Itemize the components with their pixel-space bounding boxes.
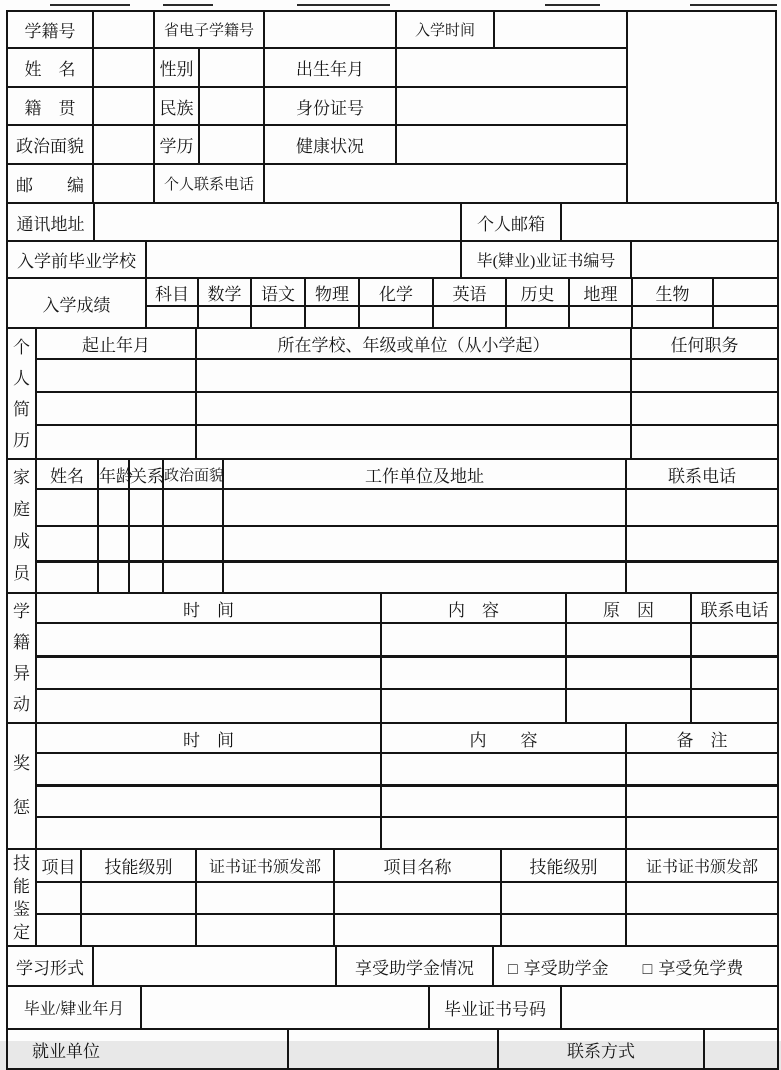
subject-math: 数学: [198, 278, 251, 306]
student-id-field[interactable]: [93, 11, 154, 48]
study-form-field[interactable]: [93, 946, 336, 986]
prev-cert-field[interactable]: [631, 241, 778, 278]
resume-field[interactable]: [36, 425, 196, 459]
family-header-phone: 联系电话: [626, 459, 778, 489]
rewards-field[interactable]: [626, 817, 778, 849]
family-field[interactable]: [223, 561, 626, 593]
status-field[interactable]: [381, 656, 566, 689]
status-field[interactable]: [566, 623, 691, 656]
status-header-reason: 原 因: [566, 593, 691, 623]
rewards-header-time: 时 间: [36, 723, 381, 753]
origin-field[interactable]: [93, 87, 154, 125]
origin-label: 籍 贯: [7, 87, 93, 125]
resume-field[interactable]: [631, 425, 778, 459]
family-field[interactable]: [36, 561, 98, 593]
phone-field[interactable]: [264, 164, 629, 203]
skills-field[interactable]: [626, 914, 778, 946]
status-field[interactable]: [691, 656, 778, 689]
skills-field[interactable]: [196, 882, 334, 914]
subject-physics: 物理: [305, 278, 359, 306]
skills-field[interactable]: [626, 882, 778, 914]
address-label: 通讯地址: [7, 203, 94, 241]
grant-status-label: 享受助学金情况: [336, 946, 493, 986]
status-header-phone: 联系电话: [691, 593, 778, 623]
id-number-field[interactable]: [396, 87, 629, 125]
header-underline: [690, 4, 777, 6]
graduation-cert-label: 毕业证书号码: [429, 986, 561, 1029]
name-field[interactable]: [93, 48, 154, 87]
family-header-name: 姓名: [36, 459, 98, 489]
family-field[interactable]: [626, 489, 778, 526]
score-field[interactable]: [569, 306, 632, 328]
status-field[interactable]: [566, 656, 691, 689]
id-number-label: 身份证号: [264, 87, 396, 125]
address-row: [6, 202, 779, 242]
skills-header-level2: 技能级别: [501, 849, 626, 882]
resume-header-duty: 任何职务: [631, 328, 778, 359]
resume-field[interactable]: [36, 392, 196, 425]
skills-title: 技能鉴定: [7, 849, 36, 946]
basic-info-table: [6, 10, 630, 204]
score-field[interactable]: [433, 306, 506, 328]
skills-section: [6, 848, 779, 947]
skills-header-issuer2: 证书证书颁发部: [626, 849, 778, 882]
ethnic-field[interactable]: [199, 87, 264, 125]
family-header-workplace: 工作单位及地址: [223, 459, 626, 489]
resume-header-period: 起止年月: [36, 328, 196, 359]
rewards-field[interactable]: [36, 753, 381, 785]
political-field[interactable]: [93, 125, 154, 164]
subject-english: 英语: [433, 278, 506, 306]
skills-field[interactable]: [334, 914, 501, 946]
subject-header: 科目: [146, 278, 198, 306]
family-header-age: 年龄: [98, 459, 129, 489]
rewards-field[interactable]: [381, 753, 626, 785]
family-field[interactable]: [223, 489, 626, 526]
photo-box: [626, 10, 777, 204]
province-eid-label: 省电子学籍号: [154, 11, 264, 48]
grant-option-1: □ 享受助学金: [508, 958, 609, 978]
status-field[interactable]: [36, 689, 381, 723]
resume-field[interactable]: [196, 392, 631, 425]
grant-option-2: □ 享受免学费: [642, 958, 744, 978]
skills-field[interactable]: [196, 914, 334, 946]
gender-field[interactable]: [199, 48, 264, 87]
score-field[interactable]: [713, 306, 778, 328]
family-field[interactable]: [36, 526, 98, 561]
graduation-row: [6, 985, 779, 1030]
prev-school-field[interactable]: [146, 241, 461, 278]
family-field[interactable]: [129, 526, 163, 561]
status-field[interactable]: [381, 623, 566, 656]
graduation-date-field[interactable]: [141, 986, 429, 1029]
prev-cert-label: 毕(肄业)业证书编号: [461, 241, 631, 278]
skills-header-project-name: 项目名称: [334, 849, 501, 882]
subject-extra: [713, 278, 778, 306]
health-field[interactable]: [396, 125, 629, 164]
family-field[interactable]: [626, 561, 778, 593]
rewards-field[interactable]: [36, 785, 381, 817]
family-field[interactable]: [163, 561, 223, 593]
skills-field[interactable]: [501, 914, 626, 946]
score-field[interactable]: [506, 306, 569, 328]
birth-label: 出生年月: [264, 48, 396, 87]
enroll-date-label: 入学时间: [396, 11, 494, 48]
birth-field[interactable]: [396, 48, 629, 87]
family-header-political: 政治面貌: [163, 459, 223, 489]
contact-method-field[interactable]: [704, 1029, 778, 1069]
header-underline: [50, 4, 130, 6]
skills-header-project: 项目: [36, 849, 81, 882]
skills-header-issuer: 证书证书颁发部: [196, 849, 334, 882]
rewards-field[interactable]: [381, 817, 626, 849]
rewards-field[interactable]: [381, 785, 626, 817]
resume-header-school: 所在学校、年级或单位（从小学起）: [196, 328, 631, 359]
score-field[interactable]: [632, 306, 713, 328]
province-eid-field[interactable]: [264, 11, 396, 48]
family-field[interactable]: [223, 526, 626, 561]
score-field[interactable]: [146, 306, 198, 328]
skills-field[interactable]: [81, 914, 196, 946]
prev-school-row: [6, 240, 779, 279]
employment-field[interactable]: [288, 1029, 498, 1069]
resume-field[interactable]: [196, 425, 631, 459]
rewards-field[interactable]: [36, 817, 381, 849]
header-underline: [545, 4, 600, 6]
phone-label: 个人联系电话: [154, 164, 264, 203]
study-form-label: 学习形式: [7, 946, 93, 986]
rewards-field[interactable]: [626, 753, 778, 785]
scholarship-checkbox[interactable]: □: [508, 960, 518, 978]
rewards-field[interactable]: [626, 785, 778, 817]
resume-field[interactable]: [631, 359, 778, 392]
skills-header-level: 技能级别: [81, 849, 196, 882]
subject-geography: 地理: [569, 278, 632, 306]
family-field[interactable]: [98, 526, 129, 561]
employment-label: 就业单位: [7, 1029, 288, 1069]
skills-field[interactable]: [501, 882, 626, 914]
resume-field[interactable]: [196, 359, 631, 392]
graduation-cert-field[interactable]: [561, 986, 778, 1029]
family-title: 家庭成员: [7, 459, 36, 593]
graduation-date-label: 毕业/肄业年月: [7, 986, 141, 1029]
family-field[interactable]: [626, 526, 778, 561]
name-label: 姓 名: [7, 48, 93, 87]
address-field[interactable]: [94, 203, 461, 241]
subject-history: 历史: [506, 278, 569, 306]
status-change-title: 学籍异动: [7, 593, 36, 723]
student-id-label: 学籍号: [7, 11, 93, 48]
score-field[interactable]: [251, 306, 305, 328]
rewards-header-content: 内 容: [381, 723, 626, 753]
skills-field[interactable]: [36, 914, 81, 946]
contact-method-label: 联系方式: [498, 1029, 704, 1069]
resume-section: [6, 327, 779, 460]
scores-table: [6, 277, 779, 329]
status-header-time: 时 间: [36, 593, 381, 623]
score-field[interactable]: [198, 306, 251, 328]
status-change-section: [6, 592, 779, 724]
family-field[interactable]: [129, 561, 163, 593]
score-field[interactable]: [305, 306, 359, 328]
email-field[interactable]: [561, 203, 778, 241]
rewards-title: 奖惩: [7, 723, 36, 849]
header-underline: [163, 4, 213, 6]
study-form-row: [6, 945, 779, 987]
prev-school-label: 入学前毕业学校: [7, 241, 146, 278]
postcode-label: 邮 编: [7, 164, 93, 203]
score-field[interactable]: [359, 306, 433, 328]
family-field[interactable]: [129, 489, 163, 526]
resume-title: 个人简历: [7, 328, 36, 459]
family-field[interactable]: [163, 526, 223, 561]
family-field[interactable]: [98, 489, 129, 526]
family-field[interactable]: [163, 489, 223, 526]
family-field[interactable]: [98, 561, 129, 593]
ethnic-label: 民族: [154, 87, 199, 125]
email-label: 个人邮箱: [461, 203, 561, 241]
gender-label: 性别: [154, 48, 199, 87]
status-header-content: 内 容: [381, 593, 566, 623]
status-field[interactable]: [36, 623, 381, 656]
rewards-header-note: 备 注: [626, 723, 778, 753]
status-field[interactable]: [381, 689, 566, 723]
postcode-field[interactable]: [93, 164, 154, 203]
tuition-free-checkbox[interactable]: □: [642, 960, 653, 978]
header-underline: [297, 4, 390, 6]
status-field[interactable]: [36, 656, 381, 689]
resume-field[interactable]: [36, 359, 196, 392]
bottom-partial-row: [6, 1028, 779, 1070]
family-header-relation: 关系: [129, 459, 163, 489]
skills-field[interactable]: [81, 882, 196, 914]
health-label: 健康状况: [264, 125, 396, 164]
skills-field[interactable]: [36, 882, 81, 914]
rewards-section: [6, 722, 779, 850]
subject-chinese: 语文: [251, 278, 305, 306]
status-field[interactable]: [566, 689, 691, 723]
status-field[interactable]: [691, 689, 778, 723]
scores-title: 入学成绩: [7, 278, 146, 328]
education-field[interactable]: [199, 125, 264, 164]
subject-chemistry: 化学: [359, 278, 433, 306]
family-field[interactable]: [36, 489, 98, 526]
resume-field[interactable]: [631, 392, 778, 425]
skills-field[interactable]: [334, 882, 501, 914]
enroll-date-field[interactable]: [494, 11, 629, 48]
education-label: 学历: [154, 125, 199, 164]
family-section: [6, 458, 779, 594]
subject-biology: 生物: [632, 278, 713, 306]
political-label: 政治面貌: [7, 125, 93, 164]
status-field[interactable]: [691, 623, 778, 656]
